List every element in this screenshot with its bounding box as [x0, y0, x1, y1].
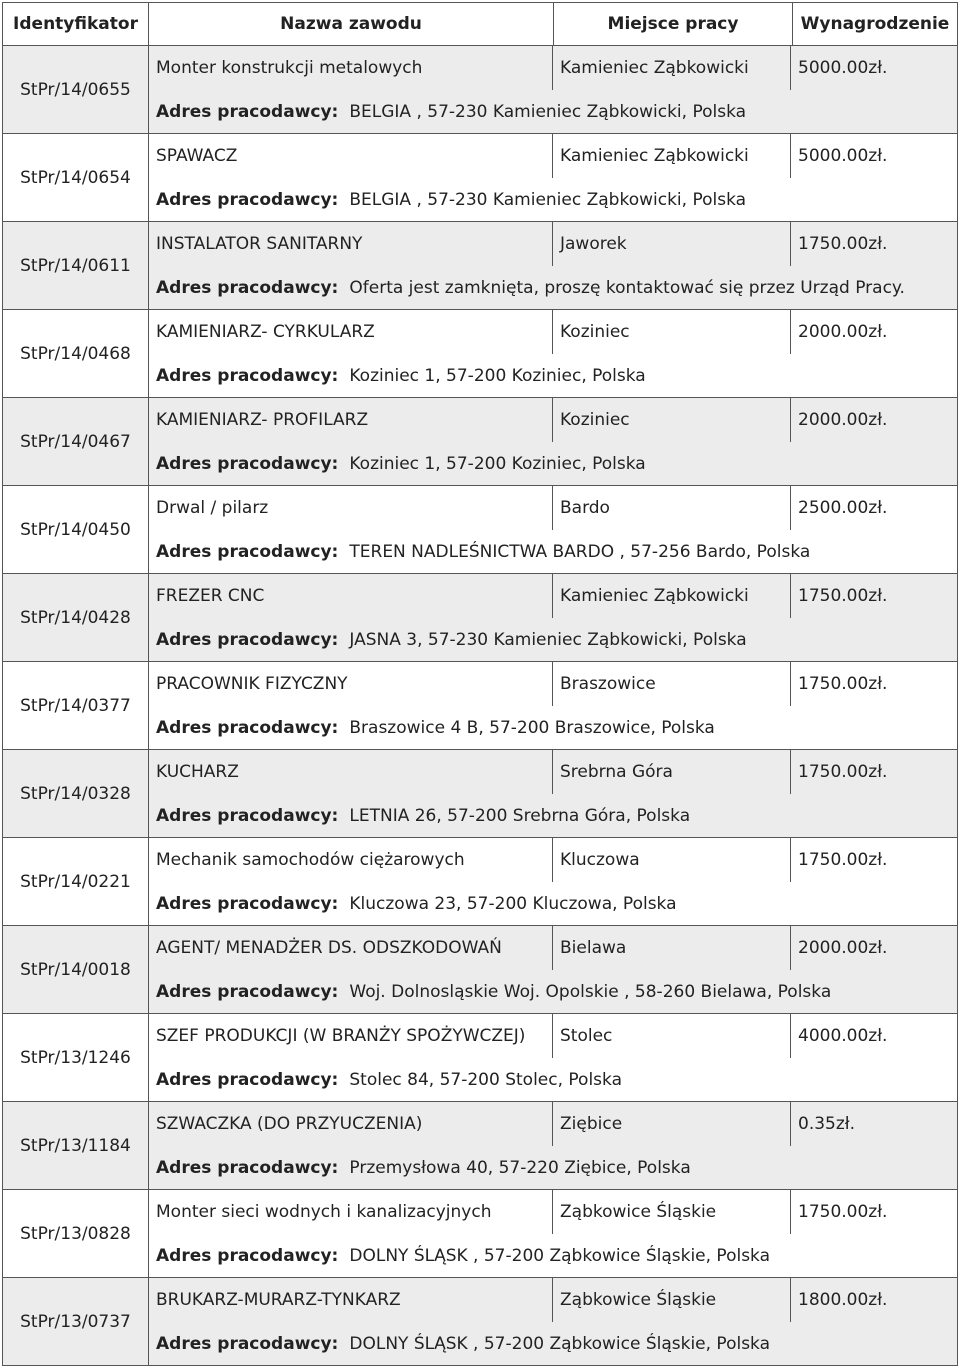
job-place: Srebrna Góra: [553, 750, 791, 794]
job-pay: 4000.00zł.: [798, 1026, 888, 1046]
offer-details: [149, 310, 958, 398]
table-row: [3, 46, 958, 134]
offer-details: [149, 134, 958, 222]
header-place: Miejsce pracy: [554, 3, 793, 46]
job-pay: 1750.00zł.: [798, 674, 888, 694]
address-label: Adres pracodawcy:: [156, 277, 339, 298]
table-row: [3, 398, 958, 486]
job-name: Monter sieci wodnych i kanalizacyjnych: [149, 1190, 553, 1234]
employer-address: TEREN NADLEŚNICTWA BARDO , 57-256 Bardo, Polska: [349, 541, 811, 562]
offer-id: StPr/13/0737: [3, 1278, 149, 1366]
table-row: [3, 1102, 958, 1190]
address-label: Adres pracodawcy:: [156, 1157, 339, 1178]
offer-details: [149, 398, 958, 486]
employer-address: Przemysłowa 40, 57-220 Ziębice, Polska: [349, 1157, 691, 1178]
address-label: Adres pracodawcy:: [156, 189, 339, 210]
job-offers-table: [2, 2, 958, 1366]
job-pay: 2000.00zł.: [798, 410, 888, 430]
job-pay: 2000.00zł.: [798, 938, 888, 958]
employer-address: DOLNY ŚLĄSK , 57-200 Ząbkowice Śląskie, Polska: [349, 1333, 771, 1354]
offer-id: StPr/14/0328: [3, 750, 149, 838]
offer-id: StPr/14/0655: [3, 46, 149, 134]
job-pay: 1800.00zł.: [798, 1290, 888, 1310]
table-row: [3, 1014, 958, 1102]
table-header-row: [3, 3, 958, 46]
job-place: Kamieniec Ząbkowicki: [553, 46, 791, 90]
offer-details: [149, 486, 958, 574]
offer-details: [149, 574, 958, 662]
job-pay: 0.35zł.: [798, 1114, 856, 1134]
employer-address: Koziniec 1, 57-200 Koziniec, Polska: [349, 365, 646, 386]
offer-details: [149, 926, 958, 1014]
offer-id: StPr/14/0468: [3, 310, 149, 398]
employer-address: Stolec 84, 57-200 Stolec, Polska: [349, 1069, 623, 1090]
table-row: [3, 926, 958, 1014]
job-place: Koziniec: [553, 398, 791, 442]
table-row: [3, 486, 958, 574]
offer-details: [149, 838, 958, 926]
offer-details: [149, 1278, 958, 1366]
employer-address: Woj. Dolnosląskie Woj. Opolskie , 58-260 Bielawa, Polska: [349, 981, 832, 1002]
table-row: [3, 222, 958, 310]
offer-details: [149, 750, 958, 838]
table-row: [3, 750, 958, 838]
address-label: Adres pracodawcy:: [156, 365, 339, 386]
job-place: Ząbkowice Śląskie: [553, 1278, 791, 1322]
job-place: Bardo: [553, 486, 791, 530]
offer-details: [149, 662, 958, 750]
table-body: [3, 46, 958, 1366]
table-row: [3, 310, 958, 398]
job-pay: 5000.00zł.: [798, 146, 888, 166]
address-label: Adres pracodawcy:: [156, 453, 339, 474]
job-name: Drwal / pilarz: [149, 486, 553, 530]
job-name: Mechanik samochodów ciężarowych: [149, 838, 553, 882]
job-place: Kluczowa: [553, 838, 791, 882]
job-place: Braszowice: [553, 662, 791, 706]
job-name: PRACOWNIK FIZYCZNY: [149, 662, 553, 706]
job-name: KUCHARZ: [149, 750, 553, 794]
offer-id: StPr/14/0018: [3, 926, 149, 1014]
job-place: Ziębice: [553, 1102, 791, 1146]
table-row: [3, 574, 958, 662]
employer-address: LETNIA 26, 57-200 Srebrna Góra, Polska: [349, 805, 691, 826]
offer-details: [149, 1102, 958, 1190]
job-place: Kamieniec Ząbkowicki: [553, 574, 791, 618]
offer-details: [149, 46, 958, 134]
address-label: Adres pracodawcy:: [156, 1333, 339, 1354]
address-label: Adres pracodawcy:: [156, 629, 339, 650]
job-name: KAMIENIARZ- PROFILARZ: [149, 398, 553, 442]
job-pay: 2000.00zł.: [798, 322, 888, 342]
address-label: Adres pracodawcy:: [156, 717, 339, 738]
offer-id: StPr/14/0467: [3, 398, 149, 486]
address-label: Adres pracodawcy:: [156, 541, 339, 562]
employer-address: Koziniec 1, 57-200 Koziniec, Polska: [349, 453, 646, 474]
job-pay: 1750.00zł.: [798, 762, 888, 782]
job-name: SZWACZKA (DO PRZYUCZENIA): [149, 1102, 553, 1146]
header-name: Nazwa zawodu: [149, 3, 554, 46]
offer-id: StPr/14/0450: [3, 486, 149, 574]
table-row: [3, 662, 958, 750]
job-place: Kamieniec Ząbkowicki: [553, 134, 791, 178]
address-label: Adres pracodawcy:: [156, 893, 339, 914]
address-label: Adres pracodawcy:: [156, 101, 339, 122]
job-place: Jaworek: [553, 222, 791, 266]
job-pay: 5000.00zł.: [798, 58, 888, 78]
offer-details: [149, 222, 958, 310]
table-row: [3, 1190, 958, 1278]
header-pay: Wynagrodzenie: [793, 3, 958, 46]
job-pay: 1750.00zł.: [798, 234, 888, 254]
job-place: Ząbkowice Śląskie: [553, 1190, 791, 1234]
offer-id: StPr/13/0828: [3, 1190, 149, 1278]
offer-id: StPr/14/0377: [3, 662, 149, 750]
employer-address: Kluczowa 23, 57-200 Kluczowa, Polska: [349, 893, 677, 914]
table-row: [3, 1278, 958, 1366]
address-label: Adres pracodawcy:: [156, 805, 339, 826]
job-name: INSTALATOR SANITARNY: [149, 222, 553, 266]
offer-id: StPr/14/0221: [3, 838, 149, 926]
job-name: AGENT/ MENADŻER DS. ODSZKODOWAŃ: [149, 926, 553, 970]
address-label: Adres pracodawcy:: [156, 1069, 339, 1090]
offer-id: StPr/13/1184: [3, 1102, 149, 1190]
address-label: Adres pracodawcy:: [156, 981, 339, 1002]
job-name: SPAWACZ: [149, 134, 553, 178]
table-row: [3, 134, 958, 222]
employer-address: DOLNY ŚLĄSK , 57-200 Ząbkowice Śląskie, Polska: [349, 1245, 771, 1266]
offer-id: StPr/14/0654: [3, 134, 149, 222]
address-label: Adres pracodawcy:: [156, 1245, 339, 1266]
job-place: Koziniec: [553, 310, 791, 354]
job-pay: 1750.00zł.: [798, 850, 888, 870]
employer-address: BELGIA , 57-230 Kamieniec Ząbkowicki, Polska: [349, 189, 747, 210]
employer-address: BELGIA , 57-230 Kamieniec Ząbkowicki, Polska: [349, 101, 747, 122]
offer-id: StPr/14/0428: [3, 574, 149, 662]
employer-address: JASNA 3, 57-230 Kamieniec Ząbkowicki, Polska: [349, 629, 747, 650]
job-name: FREZER CNC: [149, 574, 553, 618]
header-id: Identyfikator: [3, 3, 149, 46]
employer-address: Oferta jest zamknięta, proszę kontaktować się przez Urząd Pracy.: [349, 277, 905, 298]
job-name: Monter konstrukcji metalowych: [149, 46, 553, 90]
job-place: Bielawa: [553, 926, 791, 970]
job-name: BRUKARZ-MURARZ-TYNKARZ: [149, 1278, 553, 1322]
job-name: KAMIENIARZ- CYRKULARZ: [149, 310, 553, 354]
table-row: [3, 838, 958, 926]
job-place: Stolec: [553, 1014, 791, 1058]
job-pay: 2500.00zł.: [798, 498, 888, 518]
employer-address: Braszowice 4 B, 57-200 Braszowice, Polska: [349, 717, 715, 738]
offer-details: [149, 1190, 958, 1278]
offer-details: [149, 1014, 958, 1102]
job-pay: 1750.00zł.: [798, 586, 888, 606]
job-pay: 1750.00zł.: [798, 1202, 888, 1222]
job-name: SZEF PRODUKCJI (W BRANŻY SPOŻYWCZEJ): [149, 1014, 553, 1058]
offer-id: StPr/14/0611: [3, 222, 149, 310]
offer-id: StPr/13/1246: [3, 1014, 149, 1102]
